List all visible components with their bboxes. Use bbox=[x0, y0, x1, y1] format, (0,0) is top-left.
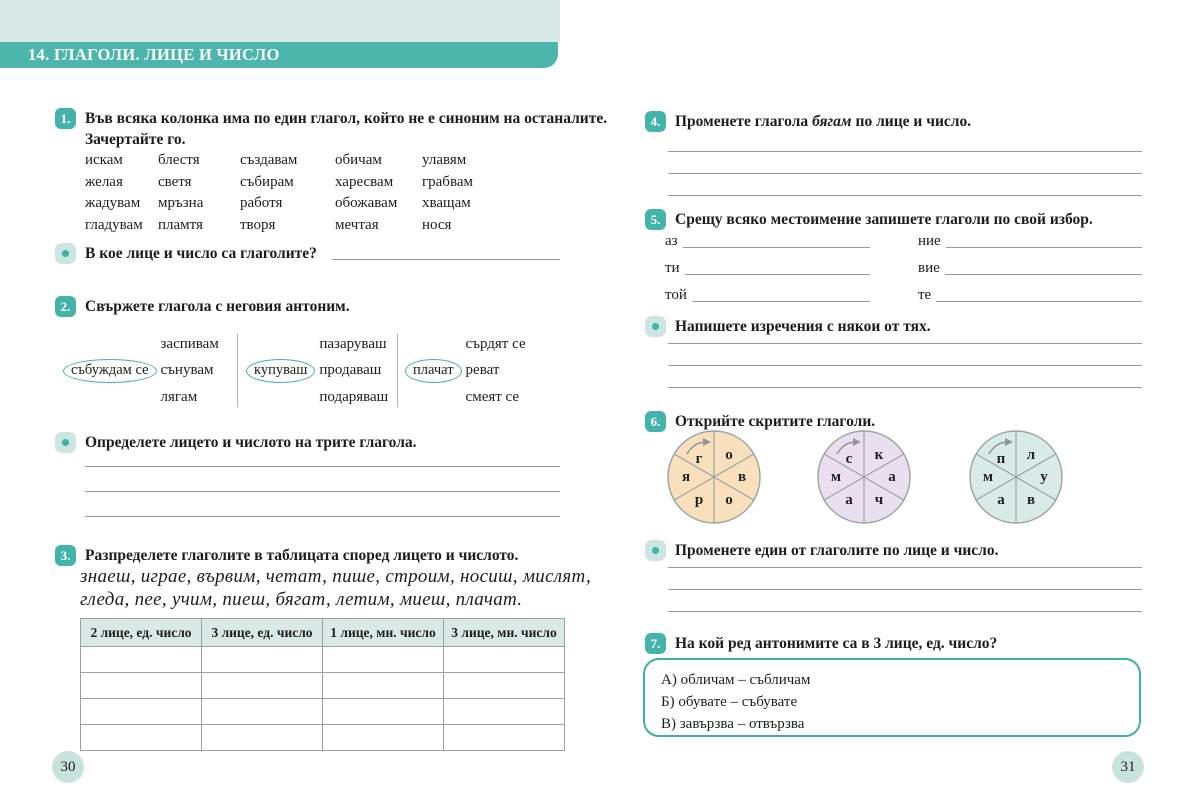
antonym-options bbox=[319, 331, 388, 410]
option-c: В) завързва – отвързва bbox=[661, 716, 805, 732]
circled-answer: купуваш bbox=[246, 359, 315, 383]
empty-cell bbox=[323, 647, 444, 673]
option: сънувам bbox=[160, 362, 214, 379]
wheel-letter: ч bbox=[874, 492, 884, 508]
section-header bbox=[0, 42, 558, 68]
letter-wheel-3 bbox=[968, 429, 1064, 525]
exercise-5-text: Срещу всяко местоимение запишете глаголи по свой избор. bbox=[675, 211, 1093, 228]
italic-verb: бягам bbox=[812, 113, 852, 130]
empty-cell bbox=[81, 725, 202, 751]
option: лягам bbox=[160, 388, 198, 405]
empty-cell bbox=[444, 699, 565, 725]
table-row bbox=[81, 647, 565, 673]
empty-cell bbox=[202, 725, 323, 751]
circled-answer: събуждам се bbox=[63, 359, 157, 383]
option-b: Б) обувате – събувате bbox=[661, 694, 798, 710]
empty-cell bbox=[202, 699, 323, 725]
pronoun-row bbox=[665, 261, 870, 275]
write-in-line bbox=[685, 261, 870, 275]
column-divider bbox=[237, 334, 238, 407]
wheel-letter: м bbox=[830, 469, 842, 485]
word: хващам bbox=[422, 195, 471, 212]
pronoun: аз bbox=[665, 233, 678, 249]
wheel-letter: о bbox=[725, 492, 733, 508]
write-in-line bbox=[936, 288, 1142, 302]
bullet-icon bbox=[55, 243, 76, 264]
write-in-line bbox=[692, 288, 870, 302]
write-in-line bbox=[85, 516, 560, 517]
word: работя bbox=[240, 195, 283, 212]
word: творя bbox=[240, 216, 276, 233]
exercise-1 bbox=[55, 108, 608, 150]
pronoun-row bbox=[918, 261, 1142, 275]
wheel-letter: р bbox=[694, 492, 704, 508]
write-in-line bbox=[668, 195, 1142, 196]
wheel-letter: г bbox=[695, 451, 703, 467]
exercise-6-bullet-text: Променете един от глаголите по лице и число. bbox=[675, 542, 999, 559]
header-background-block bbox=[0, 0, 560, 42]
wheel-letter: л bbox=[1026, 447, 1036, 463]
option: продаваш bbox=[319, 362, 382, 379]
write-in-line bbox=[668, 343, 1142, 344]
empty-cell bbox=[202, 673, 323, 699]
wheel-letter: а bbox=[888, 469, 896, 485]
antonym-group-3 bbox=[405, 331, 526, 410]
word: създавам bbox=[240, 152, 298, 168]
write-in-line bbox=[683, 234, 870, 248]
column-header: 1 лице, мн. число bbox=[323, 619, 444, 647]
handwritten-line2: гледа, пее, учим, пиеш, бягат, летим, миеш, плачат. bbox=[80, 589, 523, 610]
column-header: 3 лице, мн. число bbox=[444, 619, 565, 647]
pronoun-column-left bbox=[665, 234, 870, 315]
wheel-letter: м bbox=[982, 469, 994, 485]
word: светя bbox=[158, 173, 192, 190]
option: сърдят се bbox=[465, 336, 526, 352]
word: обичам bbox=[335, 152, 382, 168]
exercise-5-number-badge: 5. bbox=[645, 209, 666, 230]
antonym-options bbox=[466, 331, 526, 410]
word: пламтя bbox=[158, 216, 203, 233]
empty-cell bbox=[323, 673, 444, 699]
empty-cell bbox=[81, 647, 202, 673]
wheel-letter: у bbox=[1040, 469, 1048, 485]
wheel-letter: п bbox=[996, 451, 1006, 467]
exercise-2-text: Свържете глагола с неговия антоним. bbox=[85, 298, 350, 315]
column-header: 3 лице, ед. число bbox=[202, 619, 323, 647]
empty-cell bbox=[202, 647, 323, 673]
option: подаряваш bbox=[319, 388, 389, 405]
wheel-letter: а bbox=[845, 492, 853, 508]
section-title: 14. ГЛАГОЛИ. ЛИЦЕ И ЧИСЛО bbox=[28, 45, 280, 64]
exercise-6-bullet bbox=[645, 540, 1145, 561]
word: събирам bbox=[240, 173, 294, 190]
exercise-1-bullet bbox=[55, 243, 560, 264]
antonym-group-2 bbox=[246, 331, 388, 410]
exercise-5-bullet-text: Напишете изречения с някои от тях. bbox=[675, 318, 931, 335]
exercise-2 bbox=[55, 296, 570, 317]
antonym-options bbox=[161, 331, 219, 410]
write-in-line bbox=[945, 261, 1142, 275]
page-number-text: 30 bbox=[60, 758, 76, 775]
exercise-6-number-badge: 6. bbox=[645, 411, 666, 432]
page-number-right bbox=[1112, 751, 1144, 783]
letter-wheel-2 bbox=[816, 429, 912, 525]
exercise-2-bullet-text: Определете лицето и числото на трите глагола. bbox=[85, 434, 417, 451]
table-header-row bbox=[81, 619, 565, 647]
option-a: А) обличам – събличам bbox=[661, 672, 811, 688]
exercise-1-bullet-text: В кое лице и число са глаголите? bbox=[85, 245, 317, 262]
exercise-4-number-badge: 4. bbox=[645, 111, 666, 132]
exercise-2-antonym-groups bbox=[55, 331, 560, 411]
empty-cell bbox=[444, 725, 565, 751]
word: обожавам bbox=[335, 195, 398, 212]
write-in-line bbox=[668, 151, 1142, 152]
word: жадувам bbox=[85, 195, 141, 212]
text-before: Променете глагола bbox=[675, 113, 809, 130]
wheel-letter: а bbox=[997, 492, 1005, 508]
exercise-2-bullet bbox=[55, 432, 560, 453]
wheel-letter: с bbox=[845, 451, 853, 467]
bullet-icon bbox=[55, 432, 76, 453]
word: искам bbox=[85, 152, 123, 168]
word: улавям bbox=[422, 152, 467, 168]
exercise-1-text-line2: Зачертайте го. bbox=[85, 131, 186, 148]
table-row bbox=[81, 673, 565, 699]
wheel-letter: я bbox=[681, 469, 691, 485]
pronoun-row bbox=[665, 234, 870, 248]
exercise-2-number-badge: 2. bbox=[55, 296, 76, 317]
word: грабвам bbox=[422, 173, 473, 190]
word: мечтая bbox=[335, 216, 379, 233]
empty-cell bbox=[323, 725, 444, 751]
pronoun: вие bbox=[918, 260, 940, 276]
letter-wheel-1 bbox=[666, 429, 762, 525]
pronoun: ние bbox=[918, 233, 941, 249]
write-in-line bbox=[668, 611, 1142, 612]
exercise-4-text bbox=[675, 111, 971, 132]
write-in-line bbox=[668, 387, 1142, 388]
bullet-icon bbox=[645, 316, 666, 337]
pronoun-row bbox=[918, 234, 1142, 248]
empty-cell bbox=[81, 699, 202, 725]
bullet-icon bbox=[645, 540, 666, 561]
wheel-letter: в bbox=[1026, 492, 1036, 508]
exercise-4 bbox=[645, 111, 1145, 132]
pronoun-column-right bbox=[918, 234, 1142, 315]
person-number-table bbox=[80, 618, 565, 751]
option: смеят се bbox=[465, 388, 520, 405]
wheel-letter: к bbox=[874, 447, 884, 463]
write-in-line bbox=[332, 243, 560, 260]
antonym-group-1 bbox=[63, 331, 219, 410]
pronoun: той bbox=[665, 287, 687, 303]
write-in-line bbox=[668, 365, 1142, 366]
option: реват bbox=[465, 362, 500, 379]
write-in-line bbox=[668, 567, 1142, 568]
empty-cell bbox=[81, 673, 202, 699]
exercise-1-text-line1: Във всяка колонка има по един глагол, който не е синоним на останалите. bbox=[85, 110, 608, 127]
exercise-1-number-badge: 1. bbox=[55, 108, 76, 129]
write-in-line bbox=[668, 589, 1142, 590]
text-after: по лице и число. bbox=[855, 113, 972, 130]
exercise-5 bbox=[645, 209, 1145, 230]
empty-cell bbox=[444, 647, 565, 673]
wheel-letter: о bbox=[725, 447, 733, 463]
word: мръзна bbox=[158, 195, 204, 212]
write-in-line bbox=[85, 491, 560, 492]
pronoun-row bbox=[918, 288, 1142, 302]
exercise-5-bullet bbox=[645, 316, 1145, 337]
word: блестя bbox=[158, 152, 200, 168]
exercise-3-number-badge: 3. bbox=[55, 545, 76, 566]
column-header: 2 лице, ед. число bbox=[81, 619, 202, 647]
exercise-7-text: На кой ред антонимите са в 3 лице, ед. число? bbox=[675, 635, 998, 652]
word: желая bbox=[85, 173, 123, 190]
word: харесвам bbox=[335, 173, 394, 190]
exercise-3-text: Разпределете глаголите в таблицата според лицето и числото. bbox=[85, 547, 519, 564]
handwritten-line1: знаеш, играе, вървим, четат, пише, строим, носиш, мислят, bbox=[80, 566, 592, 587]
word: нося bbox=[422, 216, 452, 233]
exercise-7 bbox=[645, 633, 1145, 654]
option: заспивам bbox=[160, 336, 219, 352]
table-row bbox=[81, 725, 565, 751]
word: гладувам bbox=[85, 216, 143, 233]
write-in-line bbox=[85, 466, 560, 467]
exercise-1-word-grid bbox=[85, 150, 562, 236]
table-row bbox=[81, 699, 565, 725]
empty-cell bbox=[444, 673, 565, 699]
column-divider bbox=[397, 334, 398, 407]
pronoun: ти bbox=[665, 260, 680, 276]
circled-answer: плачат bbox=[405, 359, 462, 383]
pronoun-row bbox=[665, 288, 870, 302]
exercise-3-handwritten-verbs bbox=[80, 565, 592, 611]
exercise-6-text: Открийте скритите глаголи. bbox=[675, 413, 876, 430]
option: пазаруваш bbox=[319, 336, 387, 352]
exercise-3 bbox=[55, 545, 570, 566]
write-in-line bbox=[946, 234, 1142, 248]
write-in-line bbox=[668, 173, 1142, 174]
pronoun: те bbox=[918, 287, 932, 303]
exercise-1-text bbox=[85, 108, 607, 150]
exercise-7-options-box bbox=[643, 658, 1141, 737]
page-number-text: 31 bbox=[1120, 758, 1136, 775]
page-number-left bbox=[52, 751, 84, 783]
wheel-letter: в bbox=[737, 469, 747, 485]
empty-cell bbox=[323, 699, 444, 725]
exercise-7-number-badge: 7. bbox=[645, 633, 666, 654]
